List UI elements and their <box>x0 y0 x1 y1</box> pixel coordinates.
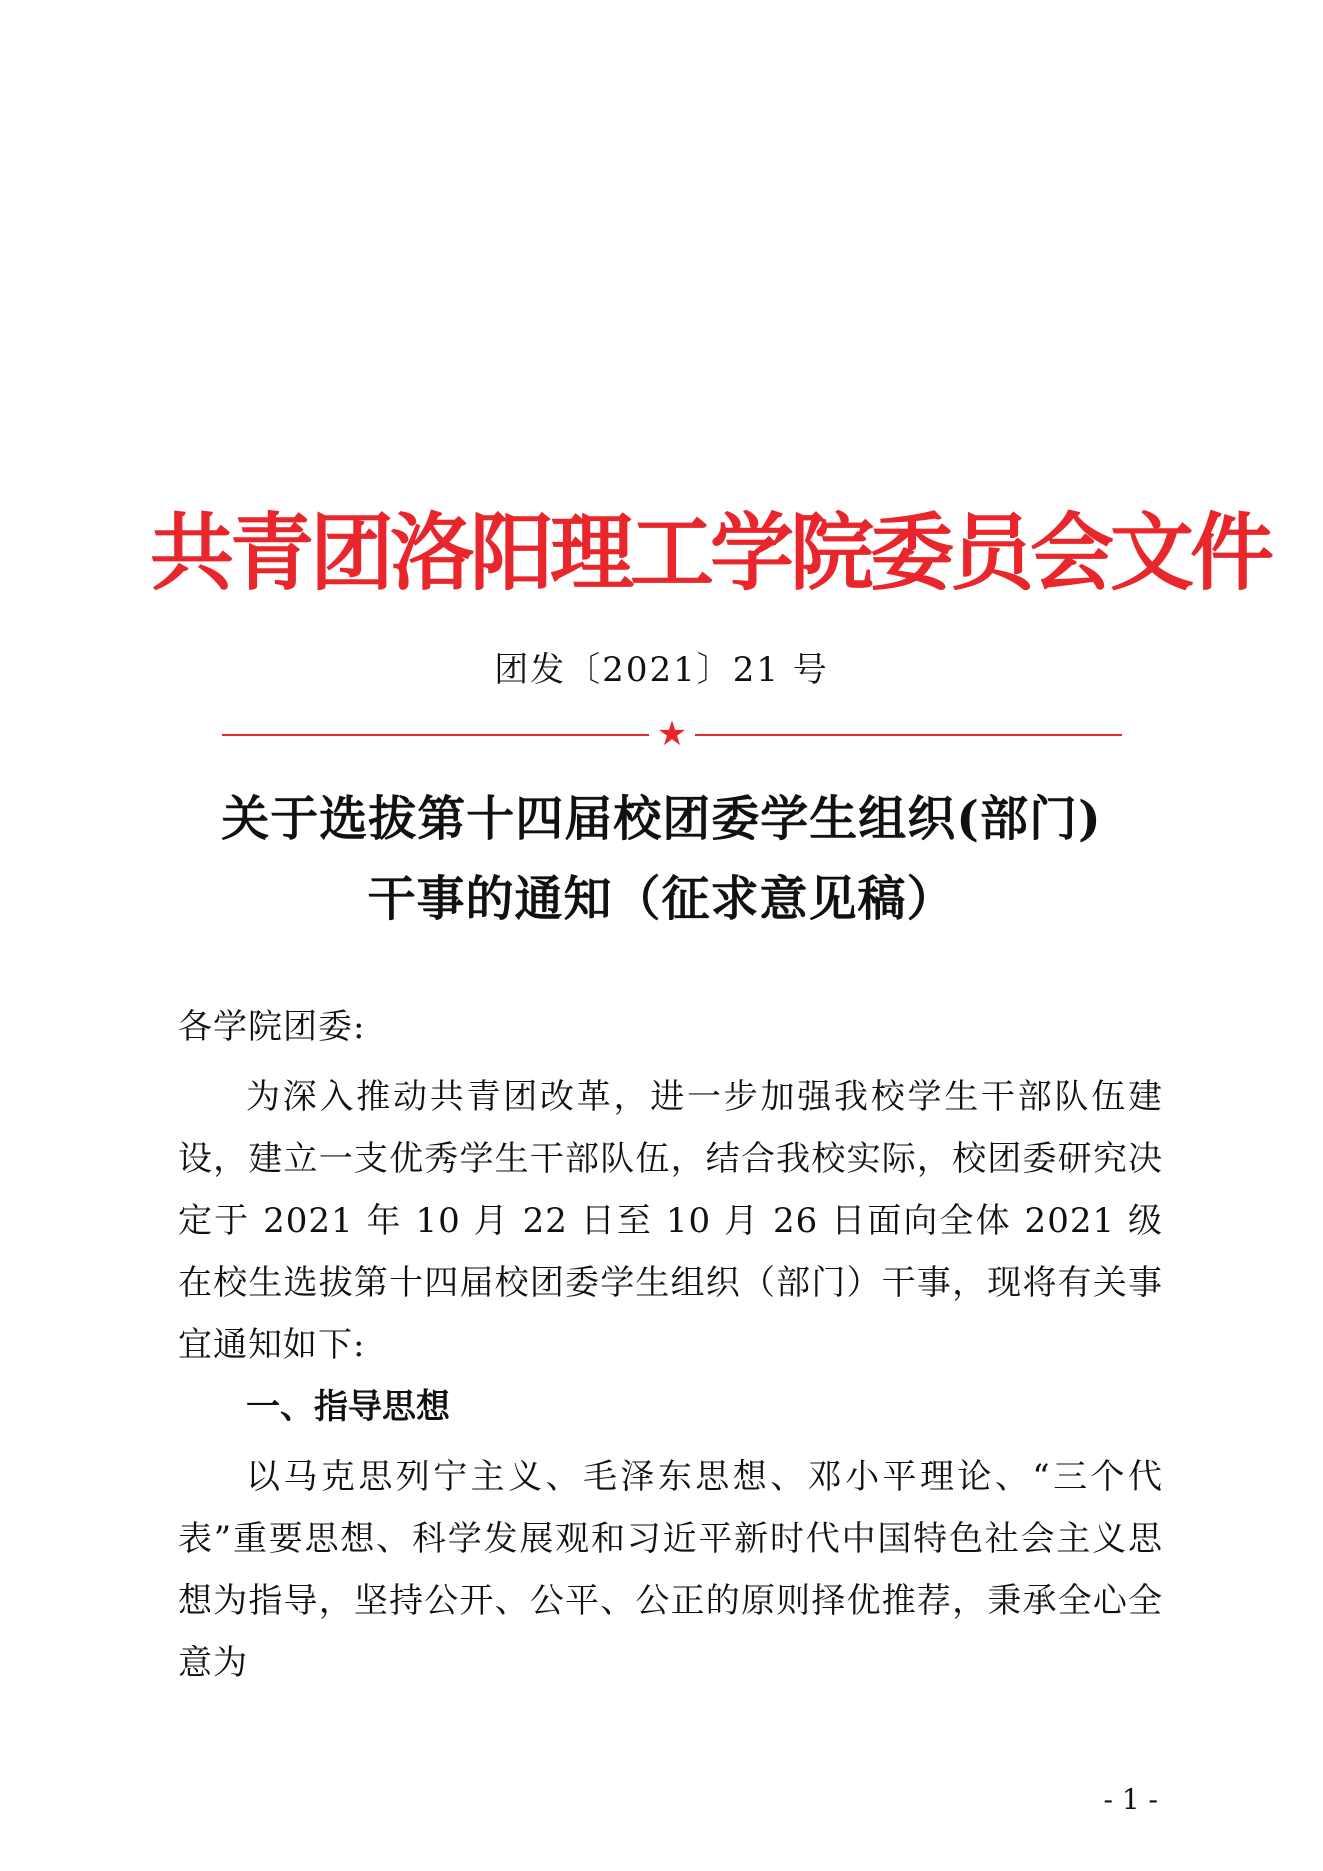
section-heading-guiding-ideology: 一、指导思想 <box>246 1387 450 1427</box>
star-icon: ★ <box>656 714 688 754</box>
document-number: 团发〔2021〕21 号 <box>494 650 829 690</box>
page-number: - 1 - <box>1103 1783 1158 1816</box>
red-separator <box>222 714 1122 754</box>
separator-left-line <box>222 734 649 736</box>
issuer-header: 共青团洛阳理工学院委员会文件 <box>150 503 1271 602</box>
separator-right-line <box>695 734 1122 736</box>
guiding-ideology-paragraph: 以马克思列宁主义、毛泽东思想、邓小平理论、“三个代表”重要思想、科学发展观和习近平新时代中国特色社会主义思想为指导，坚持公开、公平、公正的原则择优推荐，秉承全心全意为 <box>178 1457 1163 1683</box>
notice-title-line-1: 关于选拔第十四届校团委学生组织(部门) <box>221 791 1102 847</box>
introduction-paragraph: 为深入推动共青团改革，进一步加强我校学生干部队伍建设，建立一支优秀学生干部队伍，结合我校实际，校团委研究决定于 2021 年 10 月 22 日至 10 月 26 日面向全体 2021 级在校生选拔第十四届校团委学生组织（部门）干事，现将有关事宜通知如下: <box>178 1077 1163 1365</box>
salutation: 各学院团委: <box>178 1007 366 1047</box>
notice-title-line-2: 干事的通知（征求意见稿） <box>367 871 956 927</box>
